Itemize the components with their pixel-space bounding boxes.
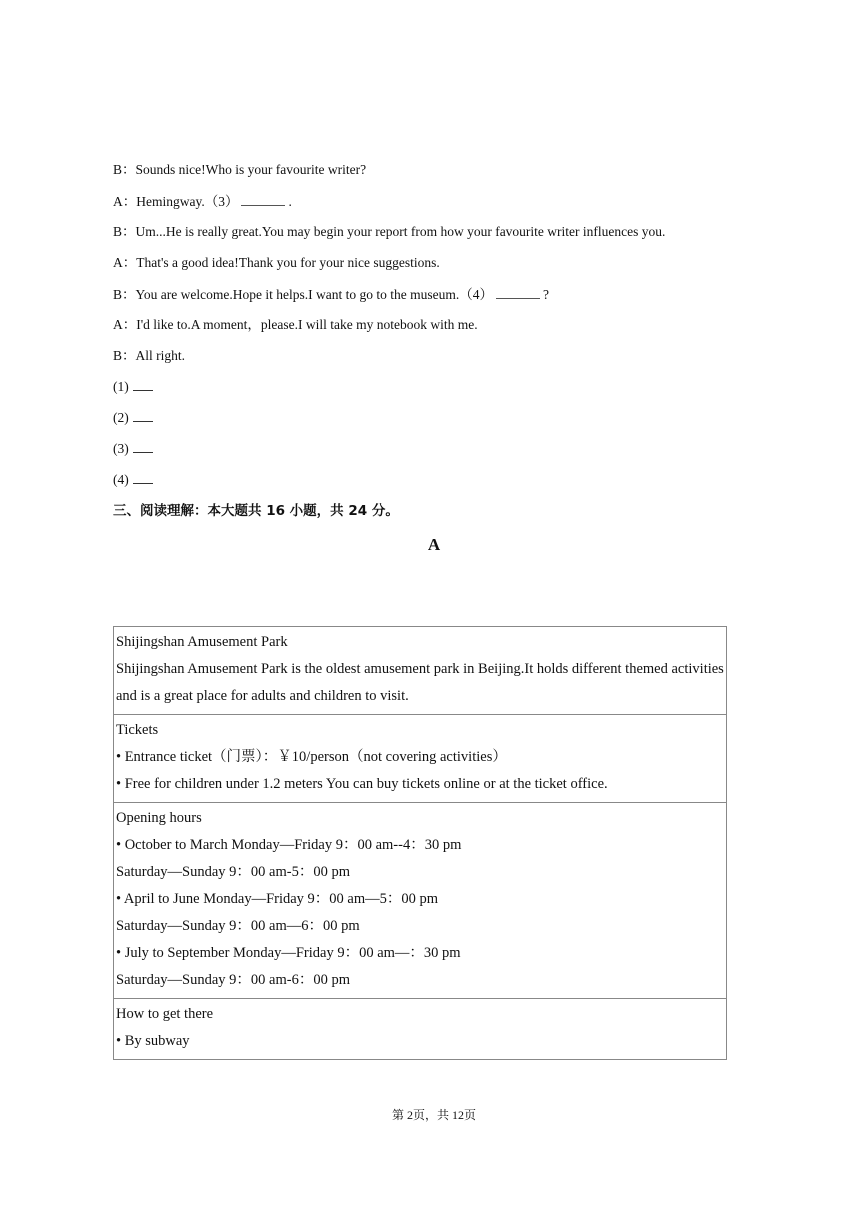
fill-blank [496,284,540,299]
speaker: A [113,255,123,270]
cell-item: • July to September Monday—Friday 9：00 am—：30 pm [116,940,724,967]
dialogue [113,160,753,501]
answer-line [113,470,753,501]
dialogue-line: B：Sounds nice!Who is your favourite writer? [113,162,367,177]
page-footer: 第 2页，共 12页 [391,1108,476,1122]
answer-number: (2) [113,410,129,425]
answer-number: (1) [113,379,129,394]
dialogue-line: A：Hemingway.（3） . [113,191,753,222]
cell-item: Saturday—Sunday 9：00 am-5：00 pm [116,864,350,880]
table-row [114,715,727,803]
speaker: A [113,317,123,332]
answer-blank[interactable] [133,378,153,391]
table-row [114,999,727,1060]
cell-item: • By subway [116,1028,724,1055]
cell-title: Shijingshan Amusement Park [116,634,288,650]
line-text: Sounds nice!Who is your favourite writer? [135,162,367,177]
line-end: . [288,194,292,209]
answer-blank[interactable] [133,409,153,422]
cell-item: • April to June Monday—Friday 9：00 am—5：00 pm [116,886,724,913]
line-text: That's a good idea!Thank you for your nice suggestions. [136,255,440,270]
cell-item: • Free for children under 1.2 meters You can buy tickets online or at the ticket office. [116,771,724,798]
tickets-cell [114,715,727,803]
cell-title: How to get there [116,1006,214,1022]
answer-blank[interactable] [133,471,153,484]
transport-cell [114,999,727,1060]
dialogue-line: A：That's a good idea!Thank you for your nice suggestions. [113,255,440,270]
table-row [114,627,727,715]
table-row [114,803,727,999]
passage-letter: A [427,535,441,554]
info-table [113,626,727,1060]
line-text: Hemingway.（3） [136,194,239,209]
answer-blank[interactable] [133,440,153,453]
section-heading: 三、阅读理解：本大题共 16 小题，共 24 分。 [113,503,399,519]
speaker: B [113,162,123,177]
speaker: B [113,224,123,239]
speaker: A [113,194,123,209]
line-end: ? [542,287,549,302]
speaker: B [113,287,123,302]
line-text: You are welcome.Hope it helps.I want to go to the museum.（4） [135,287,493,302]
dialogue-line: B：Um...He is really great.You may begin your report from how your favourite writer influences you. [113,224,666,239]
answer-line [113,377,753,408]
dialogue-line: A：I'd like to.A moment，please.I will take my notebook with me. [113,317,478,332]
answer-number: (3) [113,441,129,456]
hours-cell [114,803,727,999]
fill-blank [241,191,285,206]
answer-line [113,408,753,439]
cell-title: Tickets [116,722,159,738]
speaker: B [113,348,123,363]
line-text: All right. [135,348,186,363]
intro-cell [114,627,727,715]
cell-title: Opening hours [116,810,202,826]
dialogue-line: B：All right. [113,348,186,363]
answer-line [113,439,753,470]
cell-item: Saturday—Sunday 9：00 am-6：00 pm [116,972,350,988]
cell-item: Saturday—Sunday 9：00 am—6：00 pm [116,918,360,934]
line-text: I'd like to.A moment，please.I will take my notebook with me. [136,317,478,332]
cell-text: Shijingshan Amusement Park is the oldest amusement park in Beijing.It holds different themed activities and is a great place for adults and children to visit. [116,661,724,704]
dialogue-line: B：You are welcome.Hope it helps.I want to go to the museum.（4） ? [113,284,753,315]
cell-item: • October to March Monday—Friday 9：00 am--4：30 pm [116,832,724,859]
line-text: Um...He is really great.You may begin your report from how your favourite writer influences you. [135,224,666,239]
answer-number: (4) [113,472,129,487]
cell-item: • Entrance ticket（门票）：￥10/person（not covering activities） [116,744,724,771]
